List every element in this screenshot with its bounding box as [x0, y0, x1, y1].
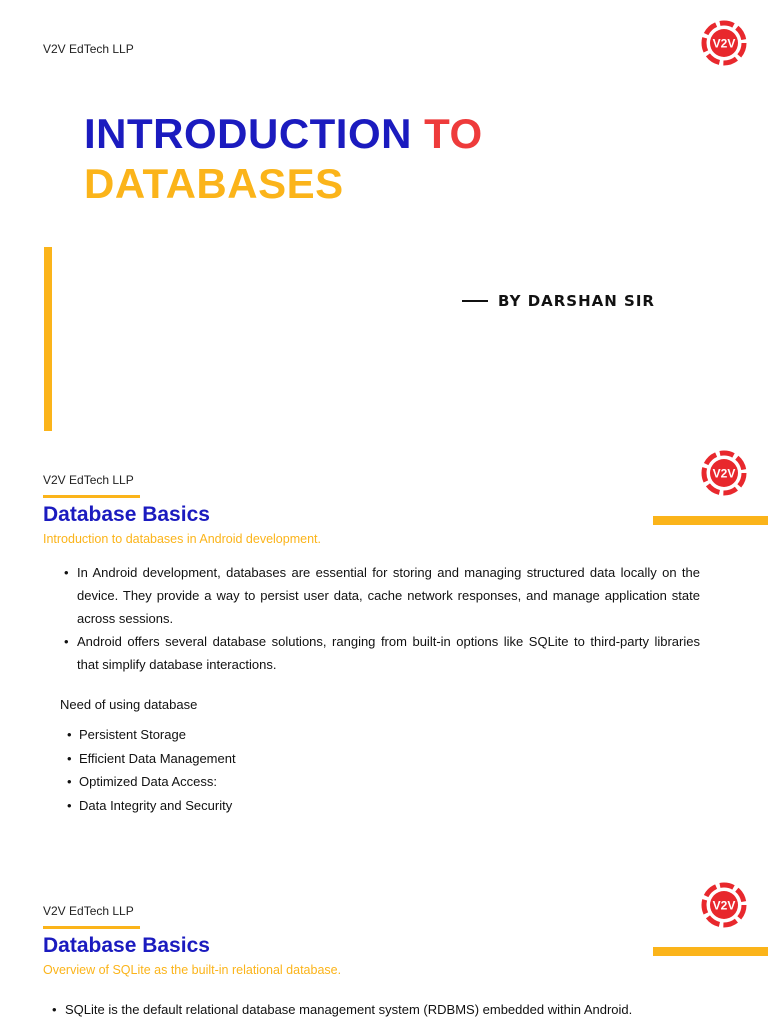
title-slide: [0, 0, 768, 432]
database-basics-slide-1: [0, 432, 768, 872]
slide-subheading: Overview of SQLite as the built-in relational database.: [43, 963, 342, 977]
slide-heading: Database Basics: [43, 934, 210, 957]
bullet-list: [52, 998, 752, 1021]
list-item: • SQLite is the default relational database management system (RDBMS) embedded within Android.: [52, 998, 752, 1021]
company-name: V2V EdTech LLP: [43, 42, 134, 56]
accent-bar: [653, 516, 768, 525]
title-line-1: [84, 110, 483, 158]
byline-dash: [462, 300, 488, 302]
bullet-list: [64, 561, 700, 676]
list-item: • Data Integrity and Security: [67, 794, 236, 818]
svg-text:V2V: V2V: [712, 898, 736, 913]
list-item: • Persistent Storage: [67, 723, 236, 747]
needs-list: [67, 723, 236, 817]
v2v-logo-icon: [701, 450, 747, 496]
byline: [462, 292, 655, 310]
slide-subheading: Introduction to databases in Android development.: [43, 532, 321, 546]
svg-text:V2V: V2V: [712, 36, 736, 51]
byline-text: BY DARSHAN SIR: [498, 292, 655, 310]
list-item: • Efficient Data Management: [67, 747, 236, 771]
list-item: • In Android development, databases are essential for storing and managing structured data locally on the device. They provide a way to persist user data, cache network responses, and manage application state across sessions.: [64, 561, 700, 630]
company-name: V2V EdTech LLP: [43, 473, 134, 487]
list-item: • Android offers several database solutions, ranging from built-in options like SQLite to third-party libraries that simplify database interactions.: [64, 630, 700, 676]
slide-heading: Database Basics: [43, 503, 210, 526]
database-basics-slide-2: [0, 872, 768, 1024]
need-title: Need of using database: [60, 697, 198, 712]
title-line-2: DATABASES: [84, 160, 344, 207]
accent-bar: [653, 947, 768, 956]
list-item: • Optimized Data Access:: [67, 770, 236, 794]
title-word-to: TO: [424, 110, 483, 157]
title-word-introduction: INTRODUCTION: [84, 110, 412, 157]
company-underline: [43, 495, 140, 498]
v2v-logo-icon: [701, 882, 747, 928]
company-name: V2V EdTech LLP: [43, 904, 134, 918]
svg-text:V2V: V2V: [712, 466, 736, 481]
company-underline: [43, 926, 140, 929]
v2v-logo-icon: [701, 20, 747, 66]
vertical-accent-bar: [44, 247, 52, 431]
